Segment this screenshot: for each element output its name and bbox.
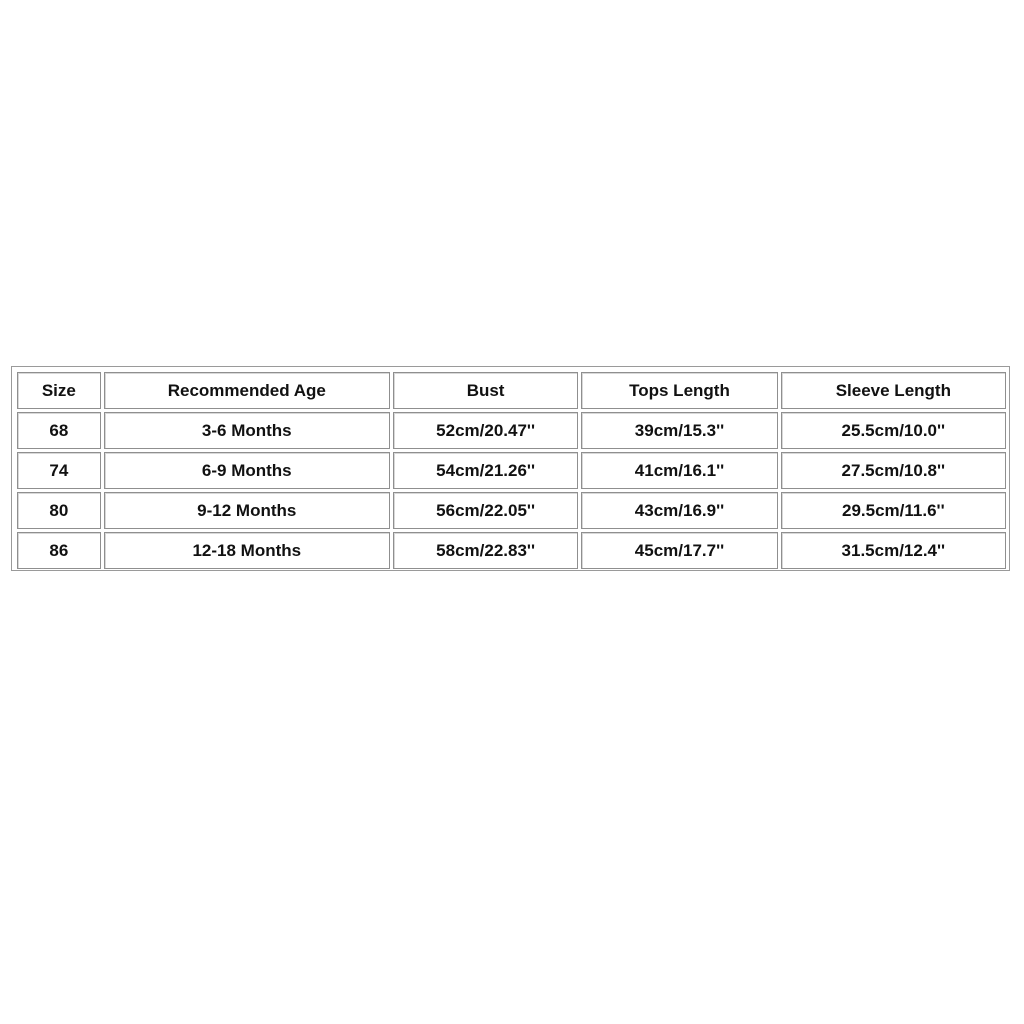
table-row — [17, 492, 1006, 529]
cell-bust: 52cm/20.47'' — [393, 412, 578, 449]
cell-sleeve-length: 25.5cm/10.0'' — [781, 412, 1006, 449]
header-row — [17, 372, 1006, 409]
header-bust: Bust — [393, 372, 578, 409]
cell-recommended-age: 9-12 Months — [104, 492, 390, 529]
cell-size: 86 — [17, 532, 101, 569]
table-row — [17, 532, 1006, 569]
size-chart-table — [14, 369, 1009, 572]
cell-tops-length: 39cm/15.3'' — [581, 412, 777, 449]
cell-bust: 58cm/22.83'' — [393, 532, 578, 569]
cell-recommended-age: 6-9 Months — [104, 452, 390, 489]
cell-size: 80 — [17, 492, 101, 529]
cell-sleeve-length: 27.5cm/10.8'' — [781, 452, 1006, 489]
header-recommended-age: Recommended Age — [104, 372, 390, 409]
header-tops-length: Tops Length — [581, 372, 777, 409]
header-size: Size — [17, 372, 101, 409]
cell-size: 68 — [17, 412, 101, 449]
cell-bust: 56cm/22.05'' — [393, 492, 578, 529]
cell-tops-length: 45cm/17.7'' — [581, 532, 777, 569]
cell-size: 74 — [17, 452, 101, 489]
header-sleeve-length: Sleeve Length — [781, 372, 1006, 409]
cell-recommended-age: 12-18 Months — [104, 532, 390, 569]
cell-tops-length: 41cm/16.1'' — [581, 452, 777, 489]
table-row — [17, 452, 1006, 489]
table-row — [17, 412, 1006, 449]
cell-tops-length: 43cm/16.9'' — [581, 492, 777, 529]
cell-sleeve-length: 31.5cm/12.4'' — [781, 532, 1006, 569]
cell-recommended-age: 3-6 Months — [104, 412, 390, 449]
cell-sleeve-length: 29.5cm/11.6'' — [781, 492, 1006, 529]
cell-bust: 54cm/21.26'' — [393, 452, 578, 489]
size-chart — [11, 366, 1010, 571]
